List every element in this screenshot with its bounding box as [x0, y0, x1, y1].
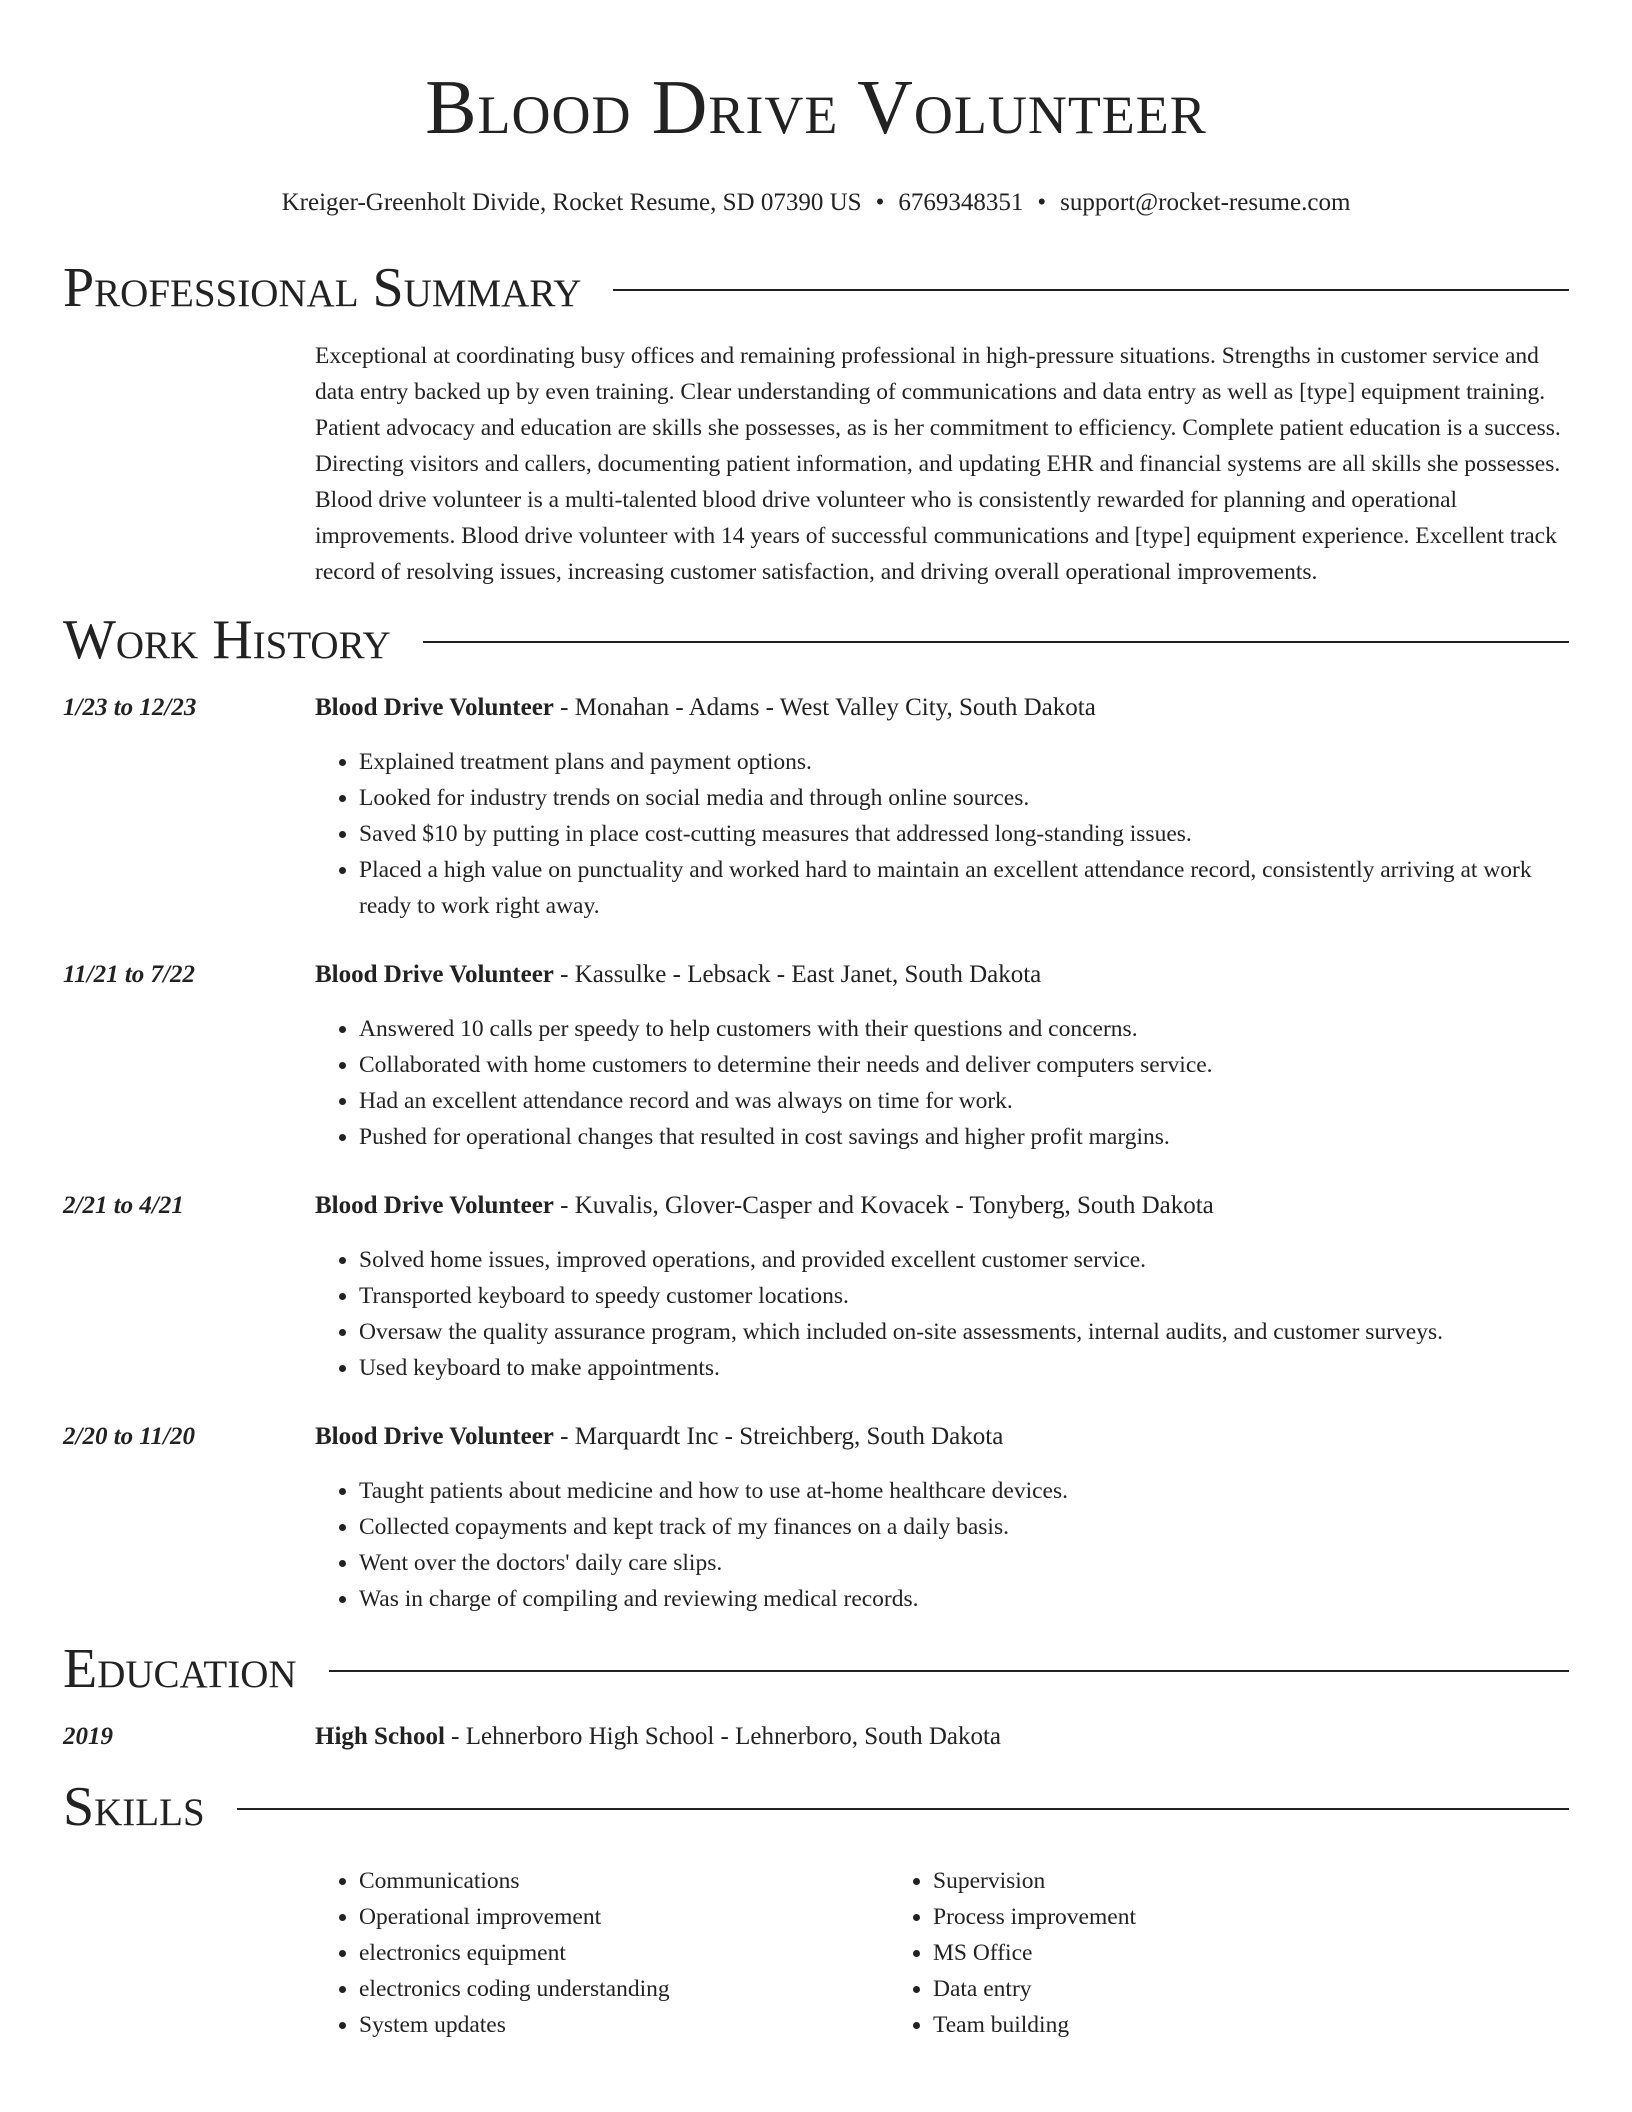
section-divider — [329, 1670, 1569, 1672]
education-entry — [63, 1719, 1569, 1755]
skill-item: • electronics coding understanding — [359, 1971, 889, 2007]
job-bullet: • Placed a high value on punctuality and worked hard to maintain an excellent attendance record, consistently arriving at work ready to work right away. — [359, 852, 1569, 924]
section-divider — [613, 289, 1569, 291]
skill-item: • Data entry — [933, 1971, 1136, 2007]
skill-item: • Supervision — [933, 1863, 1136, 1899]
job-employer: - Marquardt Inc - Streichberg, South Dakota — [553, 1423, 1004, 1450]
work-section-header — [63, 608, 1569, 672]
job-bullet: • Collected copayments and kept track of my finances on a daily basis. — [359, 1509, 1569, 1545]
job-body — [315, 1188, 1569, 1386]
job-role: Blood Drive Volunteer — [315, 694, 554, 721]
job-employer: - Kassulke - Lebsack - East Janet, South Dakota — [553, 961, 1042, 988]
contact-address: Kreiger-Greenholt Divide, Rocket Resume, SD 07390 US — [281, 189, 862, 216]
job-dates: 1/23 to 12/23 — [63, 694, 197, 721]
job-dates: 2/21 to 4/21 — [63, 1192, 184, 1219]
education-year: 2019 — [63, 1723, 113, 1750]
skill-item: • electronics equipment — [359, 1935, 889, 1971]
section-title-work: Work History — [63, 609, 391, 671]
job-entry — [63, 957, 1569, 1155]
job-heading — [315, 690, 1569, 726]
job-role: Blood Drive Volunteer — [315, 1423, 554, 1450]
job-bullet: • Solved home issues, improved operations, and provided excellent customer service. — [359, 1242, 1569, 1278]
job-body — [315, 1419, 1569, 1617]
job-bullets — [315, 1242, 1569, 1386]
contact-separator: • — [1037, 189, 1047, 216]
section-title-skills: Skills — [63, 1776, 205, 1838]
job-bullet: • Collaborated with home customers to determine their needs and deliver computers service. — [359, 1047, 1569, 1083]
summary-section-header — [63, 256, 1569, 320]
skills-section-header — [63, 1775, 1569, 1839]
skill-item: • Communications — [359, 1863, 889, 1899]
job-body — [315, 957, 1569, 1155]
section-title-education: Education — [63, 1638, 297, 1700]
job-bullet: • Transported keyboard to speedy customer locations. — [359, 1278, 1569, 1314]
job-role: Blood Drive Volunteer — [315, 1192, 554, 1219]
skill-item: • Operational improvement — [359, 1899, 889, 1935]
skill-item: • Team building — [933, 2007, 1136, 2043]
contact-line — [63, 188, 1569, 218]
section-title-summary: Professional Summary — [63, 257, 582, 319]
skill-item: • Process improvement — [933, 1899, 1136, 1935]
job-bullet: • Had an excellent attendance record and was always on time for work. — [359, 1083, 1569, 1119]
job-dates: 11/21 to 7/22 — [63, 961, 195, 988]
job-bullet: • Used keyboard to make appointments. — [359, 1350, 1569, 1386]
section-divider — [423, 641, 1569, 643]
job-bullets — [315, 744, 1569, 924]
contact-phone: 6769348351 — [898, 189, 1024, 216]
page-title: Blood Drive Volunteer — [425, 64, 1207, 150]
skills-columns — [315, 1863, 1569, 2043]
job-body — [315, 690, 1569, 924]
job-bullet: • Looked for industry trends on social media and through online sources. — [359, 780, 1569, 816]
job-heading — [315, 1188, 1569, 1224]
job-bullets — [315, 1011, 1569, 1155]
job-bullet: • Explained treatment plans and payment options. — [359, 744, 1569, 780]
job-bullet: • Taught patients about medicine and how to use at-home healthcare devices. — [359, 1473, 1569, 1509]
skill-item: • System updates — [359, 2007, 889, 2043]
job-entry — [63, 1188, 1569, 1386]
contact-email: support@rocket-resume.com — [1060, 189, 1351, 216]
job-entry — [63, 1419, 1569, 1617]
job-heading — [315, 957, 1569, 993]
job-employer: - Monahan - Adams - West Valley City, South Dakota — [553, 694, 1096, 721]
education-school: - Lehnerboro High School - Lehnerboro, South Dakota — [444, 1723, 1002, 1750]
contact-separator: • — [875, 189, 885, 216]
job-bullet: • Went over the doctors' daily care slips. — [359, 1545, 1569, 1581]
job-bullet: • Oversaw the quality assurance program, which included on-site assessments, internal audits, and customer surveys. — [359, 1314, 1569, 1350]
education-heading — [315, 1719, 1569, 1755]
job-role: Blood Drive Volunteer — [315, 961, 554, 988]
job-dates: 2/20 to 11/20 — [63, 1423, 195, 1450]
job-bullet: • Answered 10 calls per speedy to help customers with their questions and concerns. — [359, 1011, 1569, 1047]
job-employer: - Kuvalis, Glover-Casper and Kovacek - Tonyberg, South Dakota — [553, 1192, 1214, 1219]
job-bullets — [315, 1473, 1569, 1617]
education-section-header — [63, 1637, 1569, 1701]
job-entry — [63, 690, 1569, 924]
job-bullet: • Pushed for operational changes that resulted in cost savings and higher profit margins. — [359, 1119, 1569, 1155]
section-divider — [237, 1808, 1569, 1810]
education-degree: High School — [315, 1723, 445, 1750]
skill-item: • MS Office — [933, 1935, 1136, 1971]
job-heading — [315, 1419, 1569, 1455]
education-body — [315, 1719, 1569, 1755]
job-bullet: • Saved $10 by putting in place cost-cutting measures that addressed long-standing issues. — [359, 816, 1569, 852]
skills-list-right — [889, 1863, 1136, 2043]
summary-text: Exceptional at coordinating busy offices and remaining professional in high-pressure situations. Strengths in customer service and data entry backed up by even training. Clear understanding of communications and data entry as well as [type] equipment training. Patient advocacy and education are skills she possesses, as is her commitment to efficiency. Complete patient education is a success. Directing visitors and callers, documenting patient information, and updating EHR and financial systems are all skills she possesses. Blood drive volunteer is a multi-talented blood drive volunteer who is consistently rewarded for planning and operational improvements. Blood drive volunteer with 14 years of successful communications and [type] equipment experience. Excellent track record of resolving issues, increasing customer satisfaction, and driving overall operational improvements. — [315, 343, 1561, 585]
job-bullet: • Was in charge of compiling and reviewing medical records. — [359, 1581, 1569, 1617]
skills-list-left — [315, 1863, 889, 2043]
